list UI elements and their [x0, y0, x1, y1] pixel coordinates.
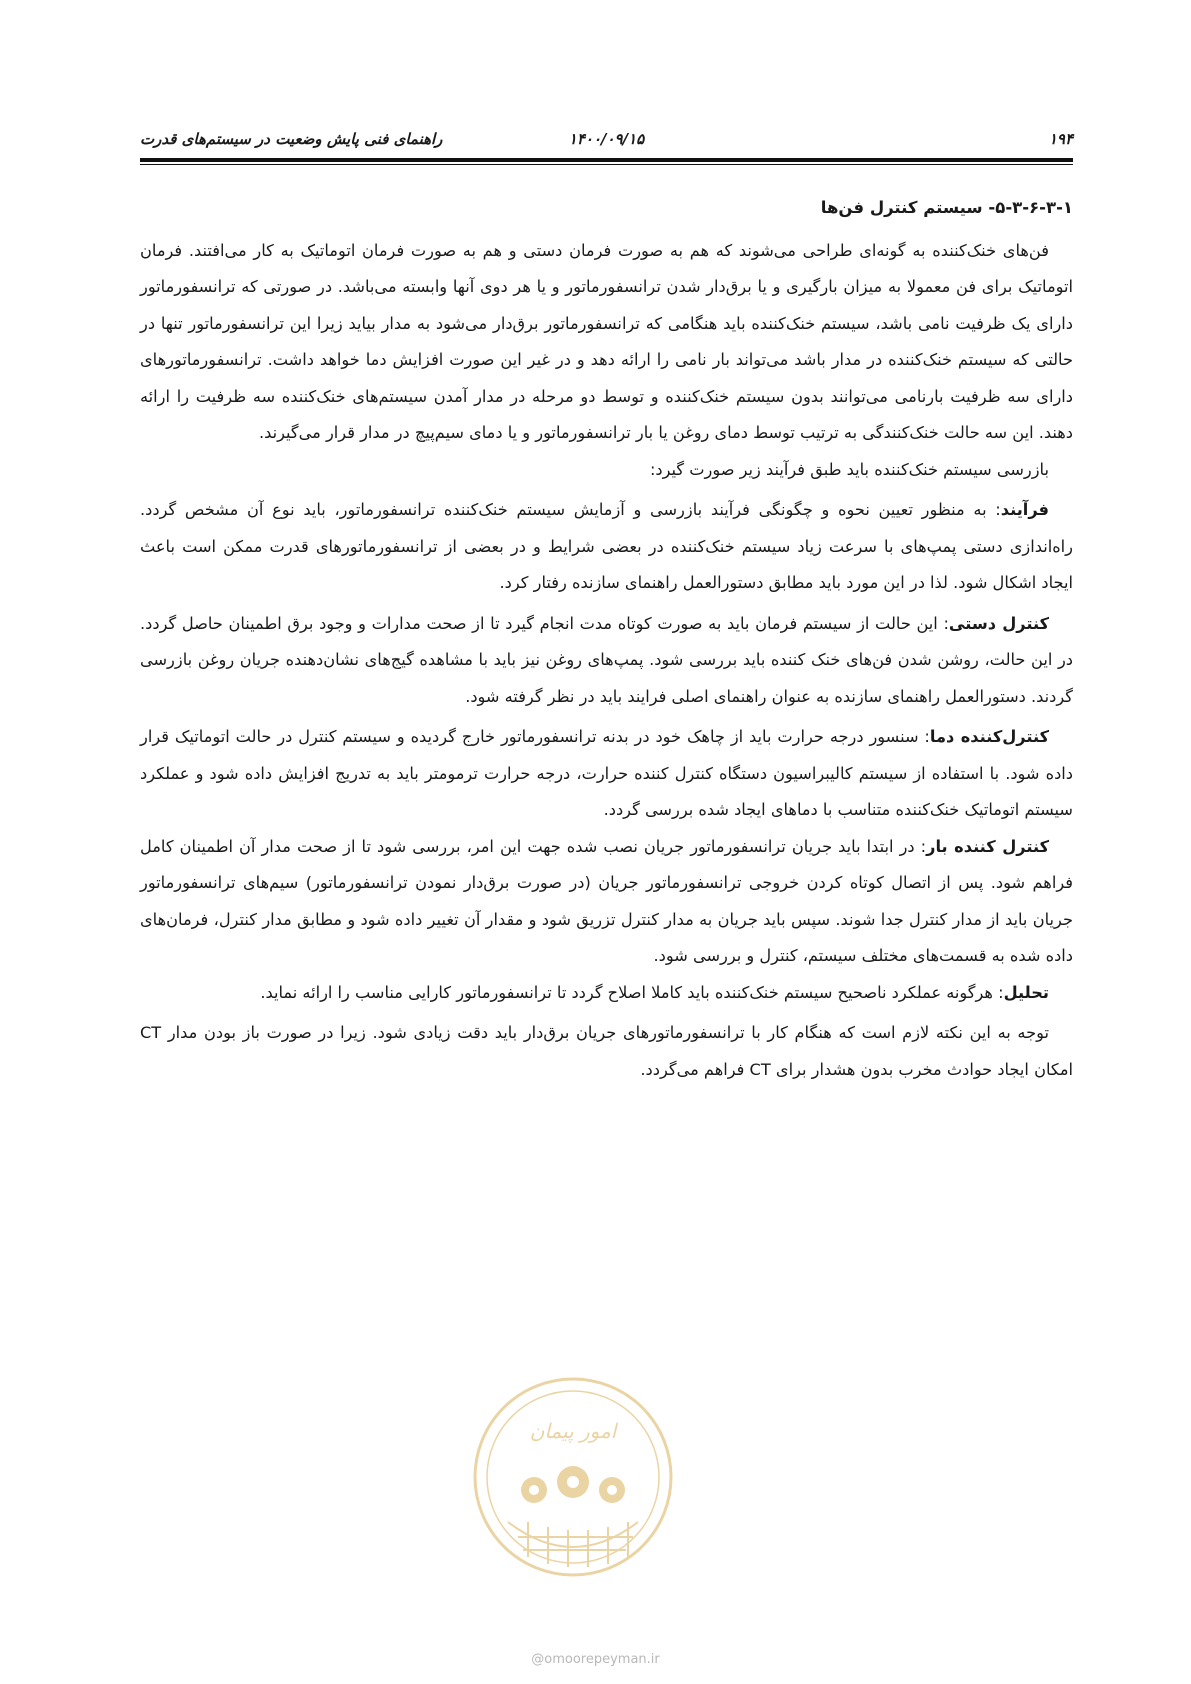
- page-number: ۱۹۴: [1048, 130, 1073, 148]
- note-text-2: امکان ایجاد حوادث مخرب بدون هشدار برای: [770, 1059, 1073, 1079]
- load-control-label: کنترل کننده بار: [926, 836, 1049, 856]
- header-date: ۱۴۰۰/۰۹/۱۵: [568, 130, 645, 148]
- section-heading: ۵-۳-۶-۳-۱- سیستم کنترل فن‌ها: [820, 198, 1073, 217]
- analysis-label: تحلیل: [1003, 982, 1049, 1002]
- paragraph-analysis: [140, 975, 1073, 1012]
- temperature-control-label: کنترل‌کننده دما: [929, 727, 1049, 746]
- paragraph-process: [140, 492, 1073, 602]
- watermark-logo-icon: [468, 1372, 678, 1582]
- load-control-text: : در ابتدا باید جریان ترانسفورماتور جریان نصب شده جهت این امر، بررسی شود تا از صحت مدار آن اطمینان کامل فراهم شود. پس از اتصال کوتاه کردن خروجی ترانسفورماتور جریان (در صورت برق‌دار نمودن ترانسفورماتور) سیم‌های ترانسفورماتور جریان باید از مدار کنترل جدا شوند. سپس باید جریان به مدار کنترل تزریق شود و مقدار آن تغییر داده شود و مطابق مدار کنترل، فرمان‌های داده شده به قسمت‌های مختلف سیستم، کنترل و بررسی شود.: [140, 836, 1073, 965]
- process-text: : به منظور تعیین نحوه و چگونگی فرآیند بازرسی و آزمایش سیستم خنک‌کننده ترانسفورماتور، باید نوع آن مشخص گردد. راه‌اندازی دستی پمپ‌های با سرعت زیاد سیستم خنک‌کننده در بعضی شرایط و در بعضی از ترانسفورماتورهای قدرت ممکن است باعث ایجاد اشکال شود. لذا در این مورد باید مطابق دستورالعمل راهنمای سازنده رفتار کرد.: [140, 500, 1073, 592]
- paragraph-intro: فن‌های خنک‌کننده به گونه‌ای طراحی می‌شوند که هم به صورت فرمان دستی و هم به صورت فرمان اتوماتیک به کار می‌افتند. فرمان اتوماتیک برای فن معمولا به میزان بارگیری و یا برق‌دار شدن ترانسفورماتور و یا هر دوی آنها وابسته می‌باشد. در صورتی که ترانسفورماتور دارای یک ظرفیت نامی باشد، سیستم خنک‌کننده باید هنگامی که ترانسفورماتور برق‌دار می‌شود به مدار بیاید زیرا این ترانسفورماتور تنها در حالتی که سیستم خنک‌کننده در مدار باشد می‌تواند بار نامی را ارائه دهد و در غیر این صورت افزایش دما خواهد داشت. ترانسفورماتورهای دارای سه ظرفیت بارنامی می‌توانند بدون سیستم خنک‌کننده و توسط دو مرحله در مدار آمدن سیستم‌های خنک‌کننده سه ظرفیت را ارائه دهند. این سه حالت خنک‌کنندگی به ترتیب توسط دمای روغن یا بار ترانسفورماتور و یا دمای سیم‌پیچ در مدار قرار می‌گیرند.: [140, 240, 1073, 442]
- paragraph-manual-control: [140, 606, 1073, 716]
- paragraph-load-control: [140, 829, 1073, 975]
- note-ct-2: CT: [749, 1059, 771, 1079]
- header-rule-thick: [140, 158, 1073, 162]
- note-ct-1: CT: [140, 1023, 162, 1042]
- note-text-1: توجه به این نکته لازم است که هنگام کار با ترانسفورماتورهای جریان برق‌دار باید دقت زیادی شود. زیرا در صورت باز بودن مدار: [161, 1023, 1049, 1042]
- watermark-logo-text: امور پیمان: [529, 1419, 617, 1443]
- header-title: راهنمای فنی پایش وضعیت در سیستم‌های قدرت: [140, 130, 443, 148]
- body-text: [140, 190, 1073, 1088]
- header-rule-thin: [140, 164, 1073, 165]
- note-text-3: فراهم می‌گردد.: [640, 1059, 750, 1079]
- analysis-text: : هرگونه عملکرد ناصحیح سیستم خنک‌کننده باید کاملا اصلاح گردد تا ترانسفورماتور کارایی مناسب را ارائه نماید.: [260, 982, 1004, 1002]
- running-header: [140, 128, 1073, 154]
- manual-control-label: کنترل دستی: [948, 613, 1050, 633]
- manual-control-text: : این حالت از سیستم فرمان باید به صورت کوتاه مدت انجام گیرد تا از صحت مدارات و وجود برق اطمینان حاصل گردد. در این حالت، روشن شدن فن‌های خنک کننده باید بررسی شود. پمپ‌های روغن نیز باید با مشاهده گیج‌های نشان‌دهنده جریان روغن بازرسی گردند. دستورالعمل راهنمای سازنده به عنوان راهنمای اصلی فرایند باید در نظر گرفته شود.: [140, 613, 1073, 706]
- temperature-control-text: : سنسور درجه حرارت باید از چاهک خود در بدنه ترانسفورماتور خارج گردیده و سیستم کنترل در حالت اتوماتیک قرار داده شود. با استفاده از سیستم کالیبراسیون دستگاه کنترل کننده حرارت، درجه حرارت ترمومتر باید به تدریج افزایش داده شود و عملکرد سیستم اتوماتیک خنک‌کننده متناسب با دماهای ایجاد شده بررسی گردد.: [140, 727, 1073, 819]
- process-label: فرآیند: [1000, 500, 1049, 519]
- watermark-url: @omoorepeyman.ir: [531, 1652, 660, 1667]
- paragraph-note: [140, 1015, 1073, 1088]
- paragraph-inspection: بازرسی سیستم خنک‌کننده باید طبق فرآیند زیر صورت گیرد:: [649, 459, 1049, 479]
- paragraph-temperature-control: [140, 719, 1073, 829]
